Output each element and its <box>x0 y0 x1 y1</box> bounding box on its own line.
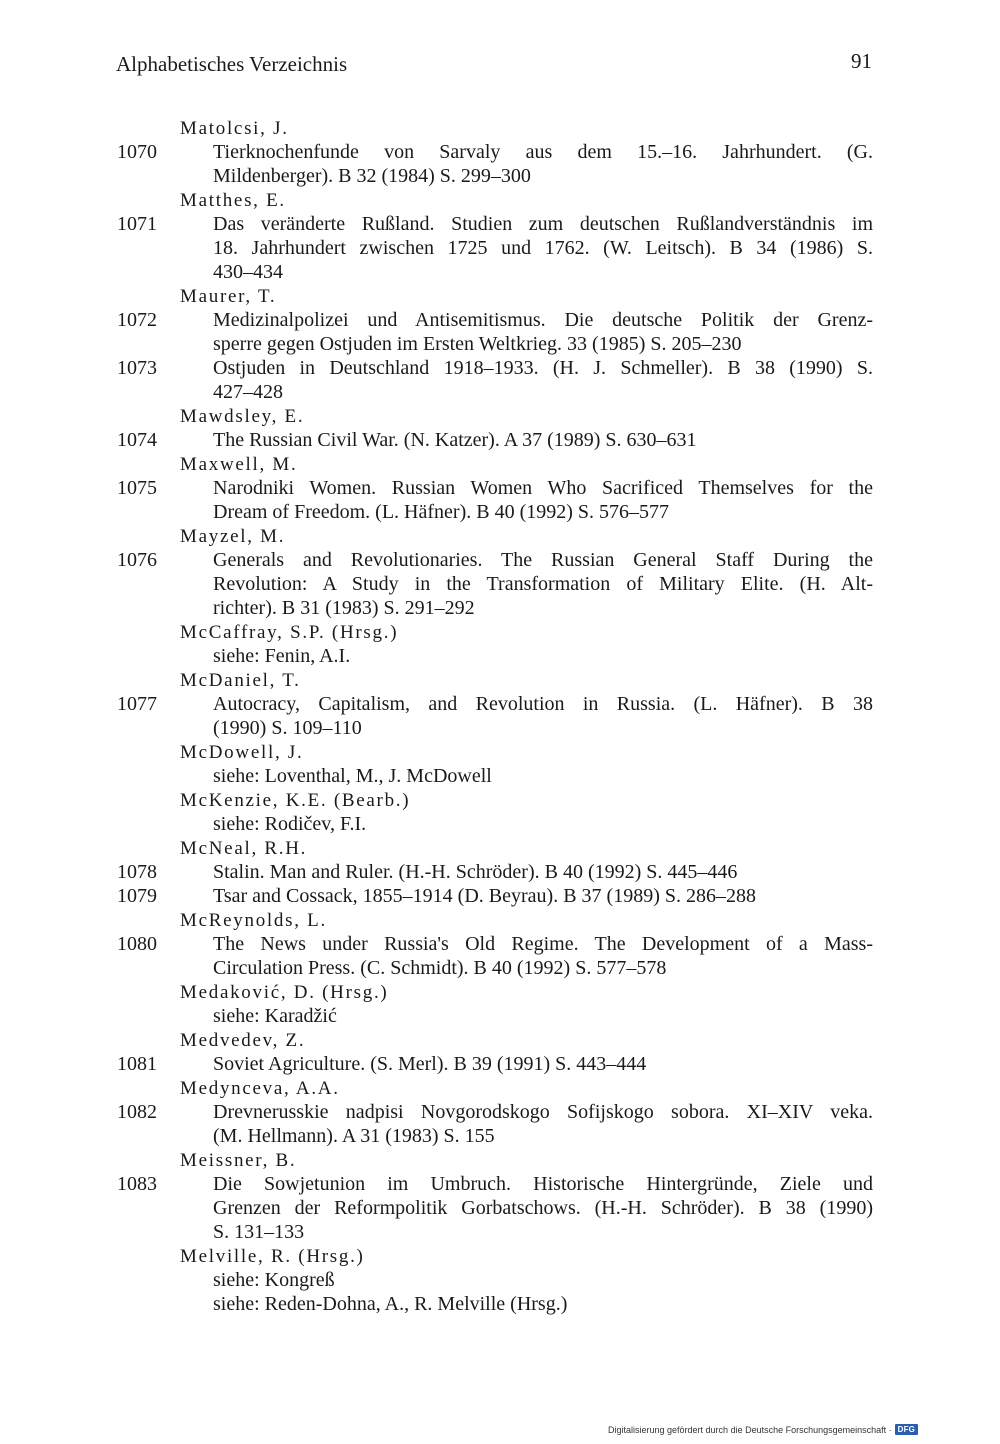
entry-number: 1079 <box>117 885 157 907</box>
author-heading-row <box>0 836 1000 860</box>
entry-continuation-text: Grenzen der Reformpolitik Gorbatschows. (H.-H. Schröder). B 38 (1990) <box>213 1197 873 1219</box>
entry-text: Die Sowjetunion im Umbruch. Historische Hintergründe, Ziele und <box>213 1173 873 1195</box>
entry-continuation-text: Dream of Freedom. (L. Häfner). B 40 (1992) S. 576–577 <box>213 501 670 523</box>
entry-continuation-row <box>0 236 1000 260</box>
entry-continuation-text: siehe: Fenin, A.I. <box>213 645 351 667</box>
author-name: McCaffray, S.P. (Hrsg.) <box>180 622 399 643</box>
entry-continuation-row <box>0 956 1000 980</box>
index-entry-row <box>0 428 1000 452</box>
author-name: Matolcsi, J. <box>180 118 289 139</box>
index-entry-row <box>0 884 1000 908</box>
author-heading-row <box>0 908 1000 932</box>
entry-continuation-row <box>0 716 1000 740</box>
author-name: Mayzel, M. <box>180 526 286 547</box>
entry-continuation-text: siehe: Rodičev, F.I. <box>213 813 367 835</box>
entry-continuation-row <box>0 500 1000 524</box>
entry-continuation-text: richter). B 31 (1983) S. 291–292 <box>213 597 475 619</box>
page-header <box>116 48 872 80</box>
author-heading-row <box>0 668 1000 692</box>
entry-continuation-row <box>0 332 1000 356</box>
author-heading-row <box>0 620 1000 644</box>
entry-number: 1080 <box>117 933 157 955</box>
digitization-footer <box>608 1424 918 1435</box>
entry-continuation-text: 427–428 <box>213 381 283 403</box>
author-name: McDaniel, T. <box>180 670 301 691</box>
footer-note-text: Digitalisierung gefördert durch die Deutsche Forschungsgemeinschaft · <box>608 1424 892 1435</box>
author-name: Medynceva, A.A. <box>180 1078 340 1099</box>
author-heading-row <box>0 1244 1000 1268</box>
entry-continuation-row <box>0 1004 1000 1028</box>
author-name: Medaković, D. (Hrsg.) <box>180 982 389 1003</box>
author-name: Meissner, B. <box>180 1150 297 1171</box>
index-entry-row <box>0 308 1000 332</box>
author-heading-row <box>0 1148 1000 1172</box>
entry-text: Medizinalpolizei und Antisemitismus. Die deutsche Politik der Grenz- <box>213 309 873 331</box>
author-name: Maxwell, M. <box>180 454 298 475</box>
author-heading-row <box>0 116 1000 140</box>
entry-text: Tsar and Cossack, 1855–1914 (D. Beyrau). B 37 (1989) S. 286–288 <box>213 885 756 907</box>
author-heading-row <box>0 788 1000 812</box>
entry-number: 1076 <box>117 549 157 571</box>
entry-continuation-row <box>0 644 1000 668</box>
index-entry-row <box>0 692 1000 716</box>
author-name: Mawdsley, E. <box>180 406 305 427</box>
page-number: 91 <box>851 49 872 73</box>
entry-continuation-text: 18. Jahrhundert zwischen 1725 und 1762. (W. Leitsch). B 34 (1986) S. <box>213 237 873 259</box>
entry-text: The Russian Civil War. (N. Katzer). A 37 (1989) S. 630–631 <box>213 429 697 451</box>
entry-number: 1082 <box>117 1101 157 1123</box>
author-heading-row <box>0 524 1000 548</box>
author-name: McReynolds, L. <box>180 910 327 931</box>
entry-text: Ostjuden in Deutschland 1918–1933. (H. J. Schmeller). B 38 (1990) S. <box>213 357 873 379</box>
entry-number: 1077 <box>117 693 157 715</box>
index-entry-row <box>0 140 1000 164</box>
author-name: McKenzie, K.E. (Bearb.) <box>180 790 411 811</box>
entry-number: 1073 <box>117 357 157 379</box>
entry-text: Autocracy, Capitalism, and Revolution in Russia. (L. Häfner). B 38 <box>213 693 873 715</box>
index-entry-row <box>0 476 1000 500</box>
entry-continuation-row <box>0 572 1000 596</box>
entry-number: 1078 <box>117 861 157 883</box>
entry-continuation-text: 430–434 <box>213 261 283 283</box>
entry-number: 1083 <box>117 1173 157 1195</box>
index-entry-row <box>0 356 1000 380</box>
author-name: Melville, R. (Hrsg.) <box>180 1246 365 1267</box>
author-heading-row <box>0 404 1000 428</box>
author-name: McDowell, J. <box>180 742 304 763</box>
dfg-logo: DFG <box>895 1424 918 1435</box>
entry-text: The News under Russia's Old Regime. The Development of a Mass- <box>213 933 873 955</box>
entry-number: 1070 <box>117 141 157 163</box>
entry-continuation-row <box>0 596 1000 620</box>
entry-continuation-text: siehe: Karadžić <box>213 1005 337 1027</box>
entry-text: Das veränderte Rußland. Studien zum deutschen Rußlandverständnis im <box>213 213 873 235</box>
entry-continuation-row <box>0 812 1000 836</box>
index-entry-row <box>0 548 1000 572</box>
entry-text: Drevnerusskie nadpisi Novgorodskogo Sofijskogo sobora. XI–XIV veka. <box>213 1101 873 1123</box>
author-heading-row <box>0 284 1000 308</box>
index-entry-row <box>0 1052 1000 1076</box>
entry-text: Narodniki Women. Russian Women Who Sacrificed Themselves for the <box>213 477 873 499</box>
entry-continuation-row <box>0 1268 1000 1292</box>
entry-continuation-text: (M. Hellmann). A 31 (1983) S. 155 <box>213 1125 495 1147</box>
entry-continuation-text: Circulation Press. (C. Schmidt). B 40 (1992) S. 577–578 <box>213 957 667 979</box>
entry-continuation-row <box>0 1292 1000 1316</box>
entry-continuation-text: S. 131–133 <box>213 1221 305 1243</box>
index-entry-row <box>0 1172 1000 1196</box>
entry-continuation-row <box>0 260 1000 284</box>
entry-number: 1074 <box>117 429 157 451</box>
author-name: Maurer, T. <box>180 286 277 307</box>
author-name: Medvedev, Z. <box>180 1030 306 1051</box>
author-heading-row <box>0 188 1000 212</box>
entry-number: 1075 <box>117 477 157 499</box>
entry-continuation-text: sperre gegen Ostjuden im Ersten Weltkrieg. 33 (1985) S. 205–230 <box>213 333 742 355</box>
author-heading-row <box>0 740 1000 764</box>
entry-continuation-row <box>0 1220 1000 1244</box>
author-name: Matthes, E. <box>180 190 286 211</box>
entry-continuation-row <box>0 164 1000 188</box>
author-name: McNeal, R.H. <box>180 838 308 859</box>
entry-text: Tierknochenfunde von Sarvaly aus dem 15.–16. Jahrhundert. (G. <box>213 141 873 163</box>
entry-continuation-text: Revolution: A Study in the Transformation of Military Elite. (H. Alt- <box>213 573 873 595</box>
entry-number: 1071 <box>117 213 157 235</box>
entry-continuation-text: siehe: Loventhal, M., J. McDowell <box>213 765 492 787</box>
entry-text: Soviet Agriculture. (S. Merl). B 39 (1991) S. 443–444 <box>213 1053 647 1075</box>
author-heading-row <box>0 452 1000 476</box>
author-heading-row <box>0 1076 1000 1100</box>
entry-text: Stalin. Man and Ruler. (H.-H. Schröder). B 40 (1992) S. 445–446 <box>213 861 738 883</box>
index-entry-row <box>0 212 1000 236</box>
entry-number: 1072 <box>117 309 157 331</box>
author-heading-row <box>0 1028 1000 1052</box>
running-head-title: Alphabetisches Verzeichnis <box>116 52 348 76</box>
entry-number: 1081 <box>117 1053 157 1075</box>
index-entry-row <box>0 860 1000 884</box>
entry-continuation-text: siehe: Kongreß <box>213 1269 335 1291</box>
entry-continuation-row <box>0 380 1000 404</box>
entry-continuation-row <box>0 1196 1000 1220</box>
entry-continuation-text: Mildenberger). B 32 (1984) S. 299–300 <box>213 165 531 187</box>
entry-continuation-row <box>0 1124 1000 1148</box>
entry-continuation-text: (1990) S. 109–110 <box>213 717 362 739</box>
entry-text: Generals and Revolutionaries. The Russian General Staff During the <box>213 549 873 571</box>
entry-continuation-text: siehe: Reden-Dohna, A., R. Melville (Hrsg.) <box>213 1293 568 1315</box>
entry-continuation-row <box>0 764 1000 788</box>
alphabetical-index-list <box>0 116 1000 1316</box>
author-heading-row <box>0 980 1000 1004</box>
index-entry-row <box>0 1100 1000 1124</box>
index-entry-row <box>0 932 1000 956</box>
